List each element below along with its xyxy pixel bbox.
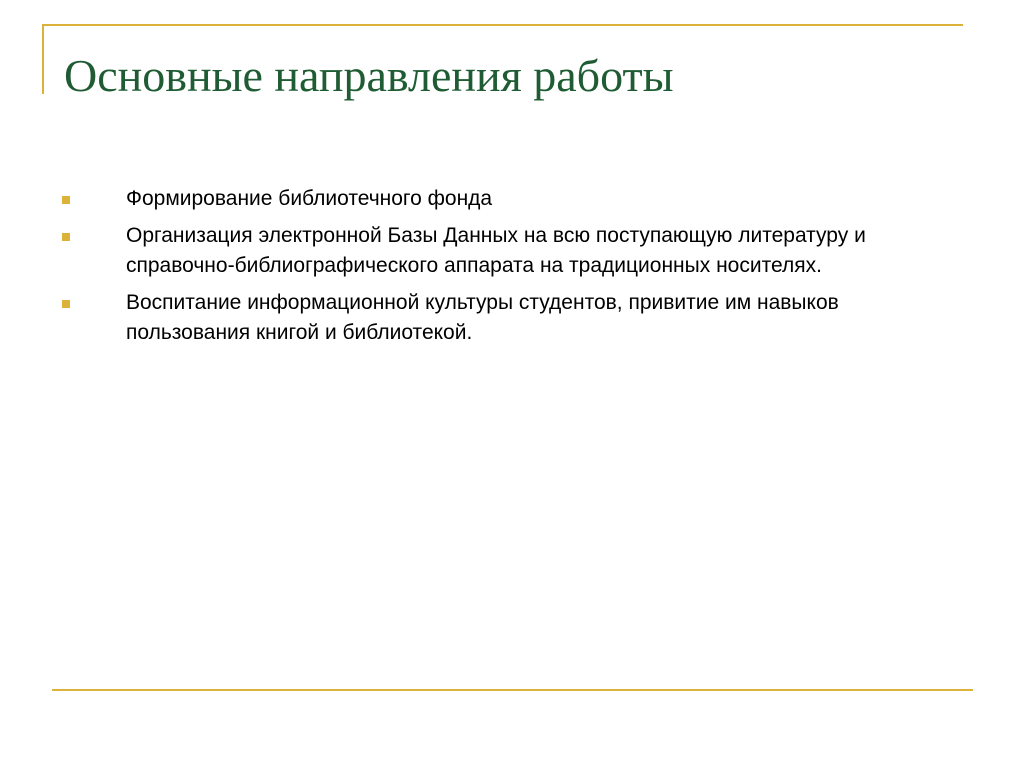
bullet-text: Организация электронной Базы Данных на всю поступающую литературу и справочно-библиографического аппарата на традиционных носителях. — [126, 224, 866, 277]
bullet-text: Воспитание информационной культуры студентов, привитие им навыков пользования книгой и библиотекой. — [126, 291, 839, 344]
square-bullet-icon — [62, 300, 70, 308]
bullet-item — [60, 184, 940, 214]
bullet-list — [60, 184, 940, 355]
bullet-item — [60, 288, 940, 348]
bullet-text: Формирование библиотечного фонда — [126, 187, 493, 210]
left-accent-line — [42, 24, 44, 94]
square-bullet-icon — [62, 196, 70, 204]
slide-title: Основные направления работы — [64, 50, 674, 101]
top-divider — [42, 24, 963, 26]
bottom-divider — [52, 689, 973, 691]
bullet-item — [60, 221, 940, 281]
square-bullet-icon — [62, 233, 70, 241]
